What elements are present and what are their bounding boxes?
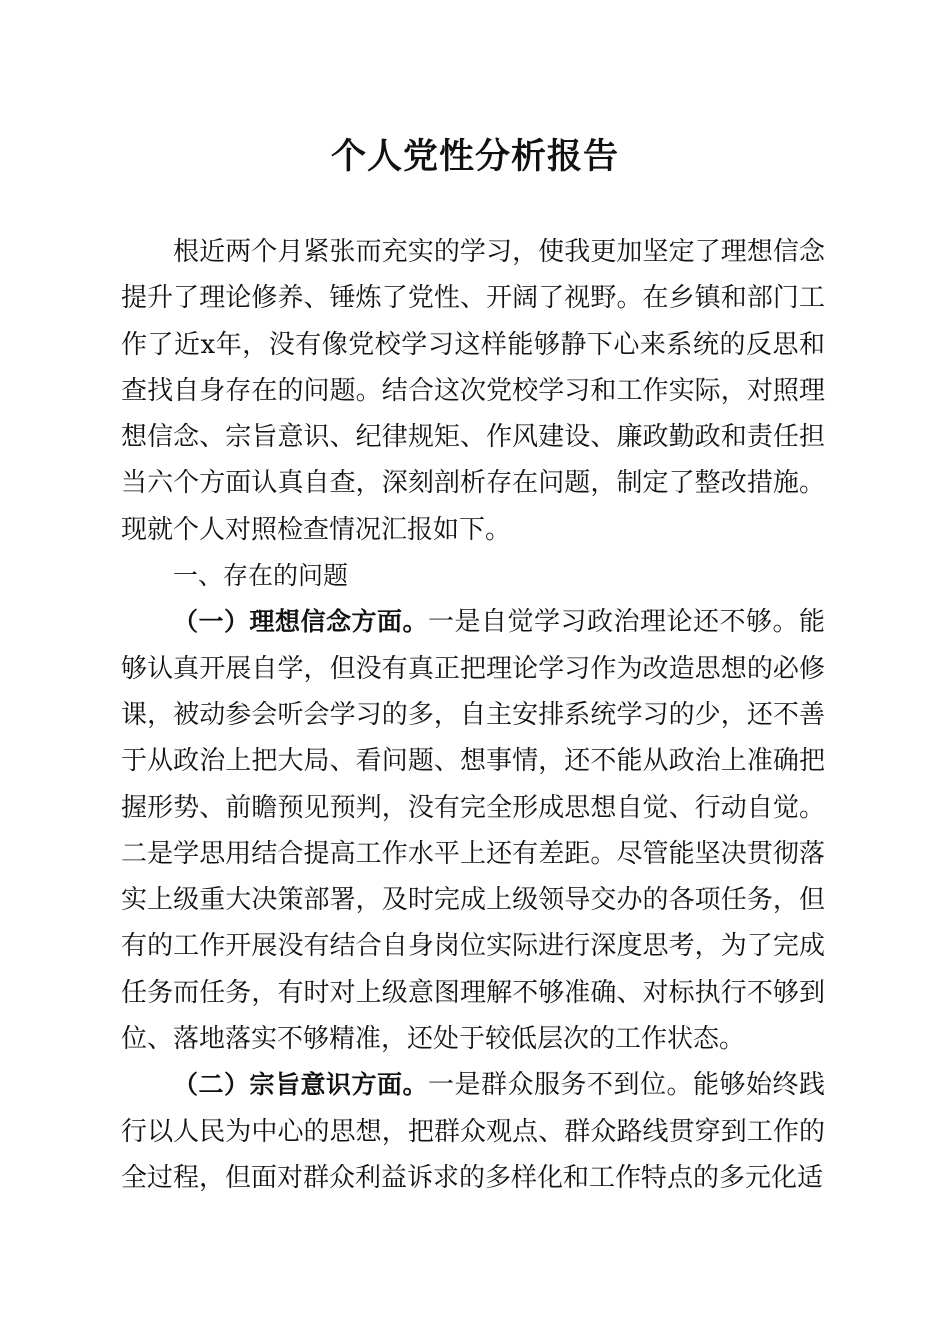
document-body (121, 229, 825, 1201)
subsection-ideals-paragraph (121, 599, 825, 1062)
section-heading-problems: 一、存在的问题 (173, 561, 349, 591)
document-title: 个人党性分析报告 (330, 136, 619, 177)
subsection-purpose-paragraph (121, 1062, 825, 1201)
subsection-ideals-text: 一是自觉学习政治理论还不够。能够认真开展自学，但没有真正把理论学习作为改造思想的必修课，被动参会听会学习的多，自主安排系统学习的少，还不善于从政治上把大局、看问题、想事情，还不能从政治上准确把握形势、前瞻预见预判，没有完全形成思想自觉、行动自觉。二是学思用结合提高工作水平上还有差距。尽管能坚决贯彻落实上级重大决策部署，及时完成上级领导交办的各项任务，但有的工作开展没有结合自身岗位实际进行深度思考，为了完成任务而任务，有时对上级意图理解不够准确、对标执行不够到位、落地落实不够精准，还处于较低层次的工作状态。 (121, 607, 825, 1055)
intro-paragraph: 根近两个月紧张而充实的学习，使我更加坚定了理想信念提升了理论修养、锤炼了党性、开阔了视野。在乡镇和部门工作了近x年，没有像党校学习这样能够静下心来系统的反思和查找自身存在的问题。结合这次党校学习和工作实际，对照理想信念、宗旨意识、纪律规矩、作风建设、廉政勤政和责任担当六个方面认真自查，深刻剖析存在问题，制定了整改措施。现就个人对照检查情况汇报如下。 (121, 237, 825, 545)
subsection-purpose-text: 一是群众服务不到位。能够始终践行以人民为中心的思想，把群众观点、群众路线贯穿到工作的全过程，但面对群众利益诉求的多样化和工作特点的多元化适 (121, 1070, 825, 1193)
subsection-ideals-label: （一）理想信念方面。 (173, 607, 428, 637)
subsection-purpose-label: （二）宗旨意识方面。 (173, 1070, 428, 1100)
